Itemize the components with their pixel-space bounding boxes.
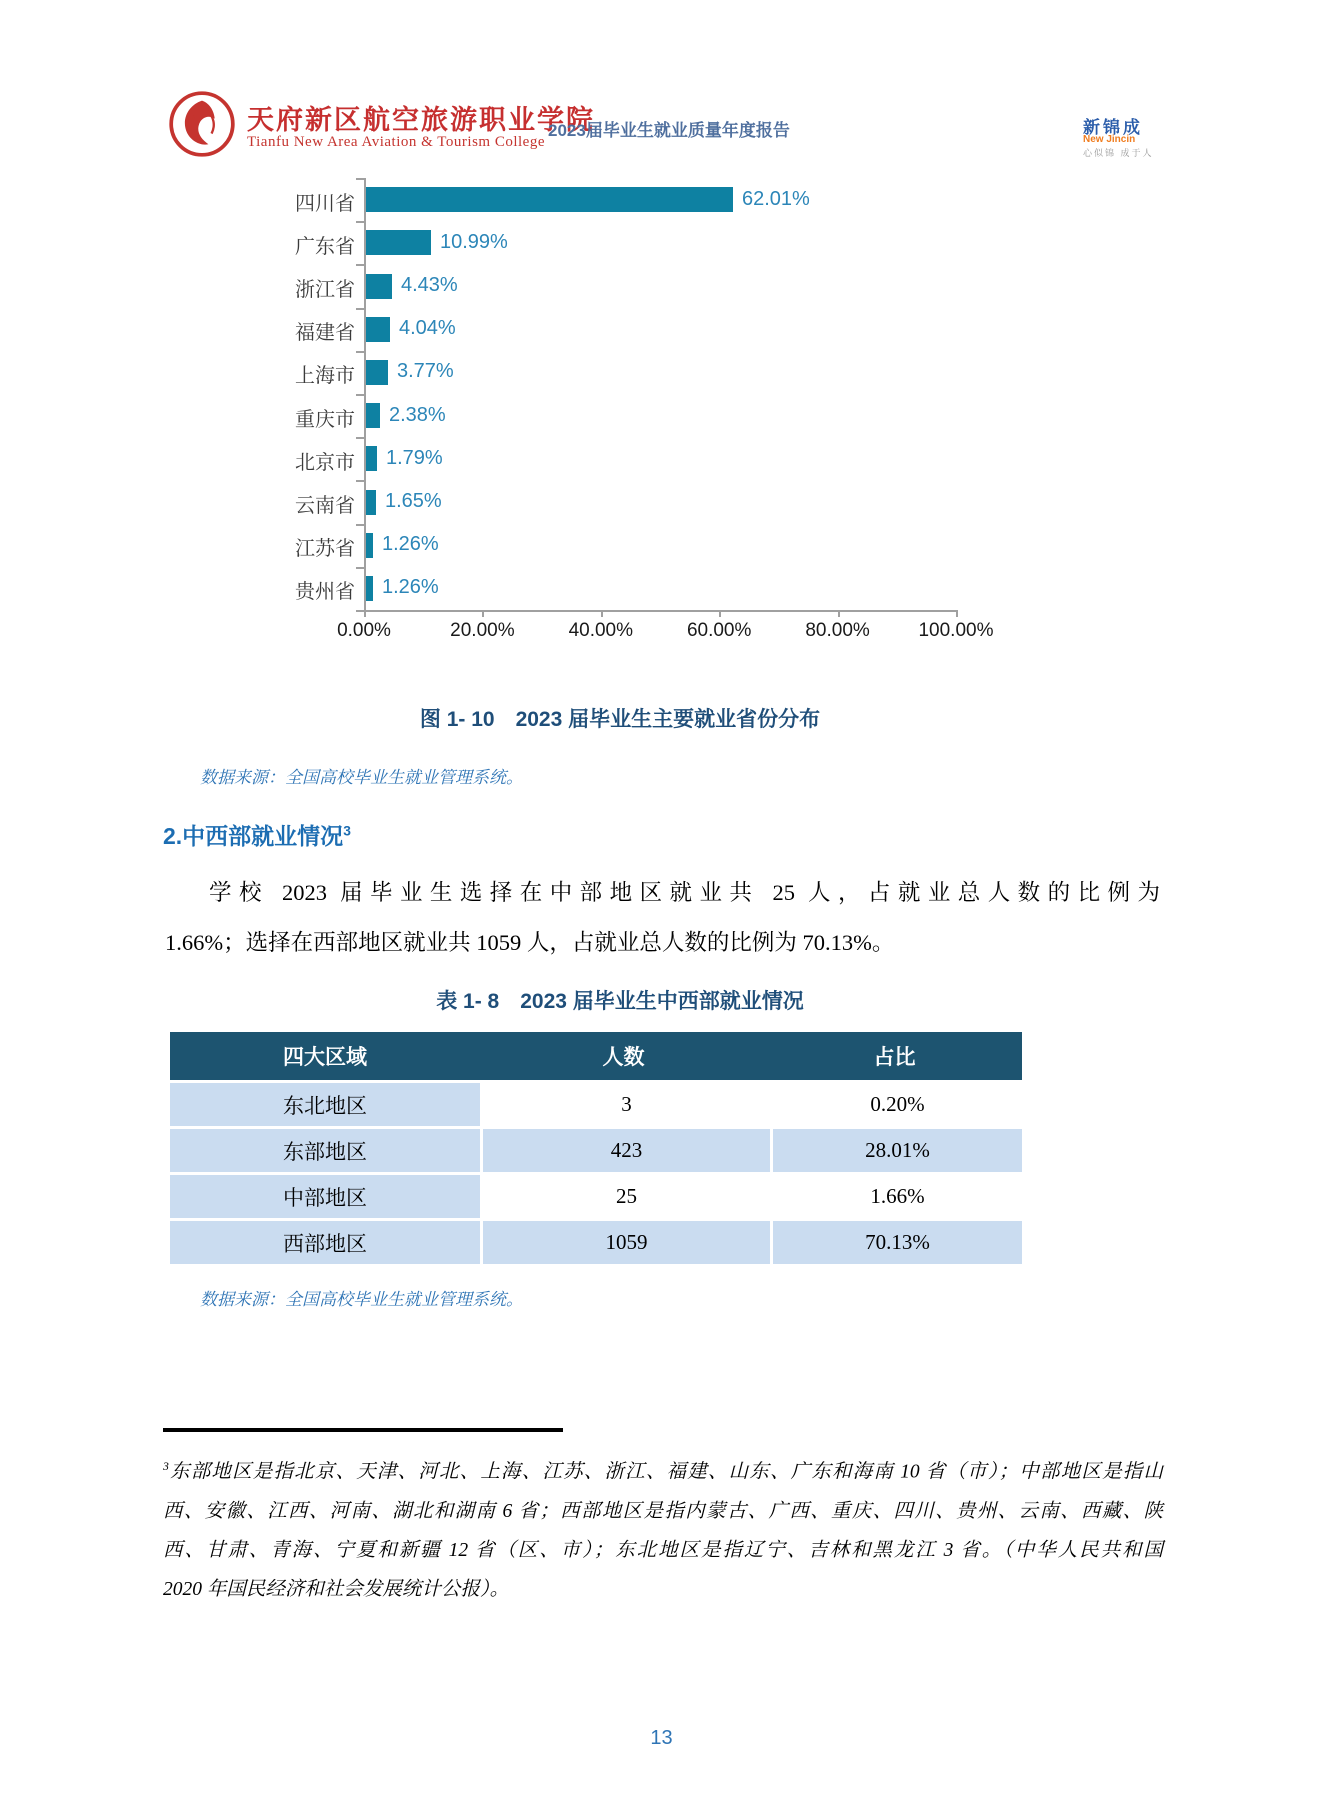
table-cell: 东北地区 [170, 1083, 480, 1126]
table-datasource: 数据来源：全国高校毕业生就业管理系统。 [200, 1290, 523, 1309]
category-label: 北京市 [295, 451, 355, 474]
figure-datasource: 数据来源：全国高校毕业生就业管理系统。 [200, 768, 523, 787]
table-cell: 28.01% [773, 1129, 1022, 1172]
region-table [170, 1032, 1022, 1264]
x-axis-tick [956, 610, 958, 617]
table-cell: 西部地区 [170, 1221, 480, 1264]
bar [366, 576, 373, 601]
report-header-title: 2023届毕业生就业质量年度报告 [548, 121, 790, 140]
x-axis-tick [719, 610, 721, 617]
x-axis-tick-label: 0.00% [337, 620, 391, 641]
x-axis-tick [601, 610, 603, 617]
heading-superscript: 3 [343, 823, 351, 839]
value-label: 4.04% [399, 317, 456, 340]
table-cell: 1.66% [773, 1175, 1022, 1218]
category-label: 广东省 [295, 235, 355, 258]
x-axis-tick-label: 80.00% [805, 620, 870, 641]
bar [366, 230, 431, 255]
college-name-cn: 天府新区航空旅游职业学院 [247, 105, 595, 135]
brand-name-en: New Jincin [1083, 134, 1136, 145]
category-label: 上海市 [295, 365, 355, 388]
table-cell: 25 [483, 1175, 770, 1218]
page-number: 13 [650, 1727, 673, 1749]
y-axis-tick [356, 567, 364, 569]
y-axis-tick [356, 351, 364, 353]
value-label: 1.26% [382, 533, 439, 556]
footnote-line: 2020 年国民经济和社会发展统计公报）。 [163, 1578, 510, 1600]
table-body [170, 1083, 1022, 1264]
y-axis-tick [356, 394, 364, 396]
x-axis-tick-label: 100.00% [918, 620, 994, 641]
value-label: 4.43% [401, 274, 458, 296]
table-cell: 3 [483, 1083, 770, 1126]
y-axis-tick [356, 480, 364, 482]
bar-chart [0, 0, 1323, 700]
bar [366, 446, 377, 471]
table-cell: 中部地区 [170, 1175, 480, 1218]
bar [366, 403, 380, 428]
x-axis-tick [482, 610, 484, 617]
value-label: 1.65% [385, 490, 442, 512]
x-axis-tick-label: 40.00% [568, 620, 634, 641]
x-axis-tick [838, 610, 840, 617]
table-header-cell: 四大区域 [283, 1046, 367, 1069]
bar [366, 533, 373, 558]
value-label: 2.38% [389, 403, 446, 426]
y-axis-tick [356, 308, 364, 310]
value-label: 1.79% [386, 446, 443, 469]
x-axis-tick-label: 60.00% [686, 620, 752, 641]
x-axis-tick-label: 20.00% [450, 620, 515, 641]
category-label: 福建省 [295, 322, 355, 345]
bar [366, 317, 390, 342]
table-cell: 0.20% [773, 1083, 1022, 1126]
y-axis-tick [356, 221, 364, 223]
table-cell: 423 [483, 1129, 770, 1172]
figure-caption: 图 1- 10 2023 届毕业生主要就业省份分布 [419, 708, 821, 731]
table-cell: 东部地区 [170, 1129, 480, 1172]
table-header-cell: 人数 [602, 1046, 645, 1069]
brand-slogan: 心似锦 成于人 [1083, 148, 1154, 158]
footnote [163, 1447, 1163, 1609]
table-header-cell: 占比 [873, 1046, 916, 1069]
bar [366, 187, 733, 212]
value-label: 10.99% [440, 230, 508, 253]
y-axis-tick [356, 610, 364, 612]
value-label: 1.26% [382, 576, 439, 599]
y-axis-tick [356, 178, 364, 180]
x-axis-tick [364, 610, 366, 617]
value-label: 3.77% [397, 360, 454, 383]
table-cell: 70.13% [773, 1221, 1022, 1264]
footnote-line: 西、甘肃、青海、宁夏和新疆 12 省（区、市）；东北地区是指辽宁、吉林和黑龙江 3 省。（中华人民共和国 [163, 1539, 1163, 1561]
bar [366, 490, 376, 515]
x-axis-line [360, 610, 958, 612]
bar [366, 274, 392, 299]
footnote-line: $^3$东部地区是指北京、天津、河北、上海、江苏、浙江、福建、山东、广东和海南 10 省（市）；中部地区是指山 [163, 1460, 1163, 1483]
value-label: 62.01% [742, 187, 810, 210]
college-name-en: Tianfu New Area Aviation & Tourism College [247, 134, 545, 150]
table-caption: 表 1- 8 2023 届毕业生中西部就业情况 [436, 990, 804, 1013]
section-heading [163, 818, 351, 851]
y-axis-tick [356, 437, 364, 439]
footnote-rule [163, 1428, 563, 1432]
table-cell: 1059 [483, 1221, 770, 1264]
footnote-marker: 3 [163, 1460, 169, 1473]
category-label: 四川省 [295, 192, 355, 215]
paragraph-line: 学校 2023 届毕业生选择在中部地区就业共 25 人，占就业总人数的比例为 [209, 880, 1160, 905]
footnote-line: 西、安徽、江西、河南、湖北和湖南 6 省；西部地区是指内蒙古、广西、重庆、四川、贵州、云南、西藏、陕 [163, 1500, 1163, 1522]
y-axis-tick [356, 524, 364, 526]
category-label: 浙江省 [295, 279, 355, 301]
category-label: 重庆市 [295, 408, 355, 431]
y-axis-tick [356, 264, 364, 266]
section-heading-text: 2.中西部就业情况 [163, 823, 344, 849]
brand-name-cn: 新锦成 [1083, 118, 1143, 137]
category-label: 云南省 [295, 495, 355, 517]
category-label: 贵州省 [295, 581, 355, 604]
table-header-row [170, 1032, 1022, 1080]
bar [366, 360, 388, 385]
category-label: 江苏省 [295, 538, 355, 561]
paragraph-line: 1.66%；选择在西部地区就业共 1059 人，占就业总人数的比例为 70.13%。 [165, 930, 895, 955]
